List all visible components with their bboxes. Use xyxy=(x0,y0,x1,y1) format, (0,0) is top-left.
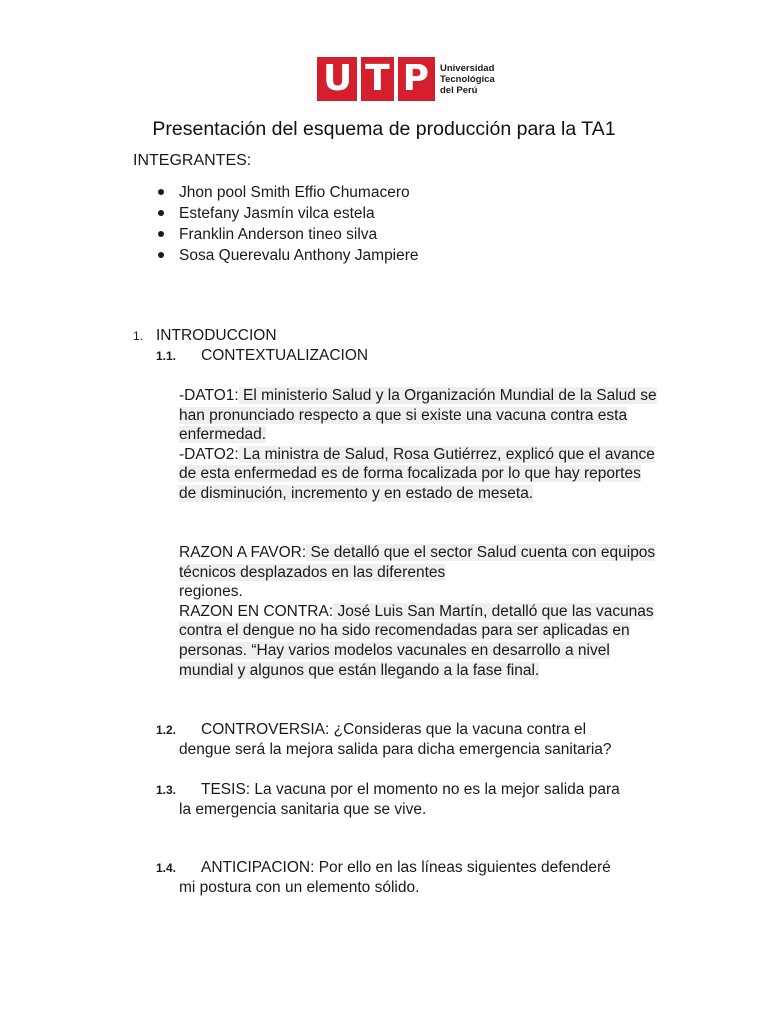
section-heading-introduccion xyxy=(133,326,277,346)
subsection-controversia xyxy=(156,720,656,740)
subsection-heading-contextualizacion xyxy=(156,346,656,366)
controversia-first-line: CONTROVERSIA: ¿Consideras que la vacuna contra el xyxy=(201,721,587,738)
logo-letter-u: U xyxy=(323,58,353,99)
member-item: Sosa Querevalu Anthony Jampiere xyxy=(158,245,419,266)
utp-logo xyxy=(317,57,502,101)
logo-text-line: del Perú xyxy=(440,84,478,96)
logo-divider xyxy=(394,57,398,101)
section-title: INTRODUCCION xyxy=(156,327,277,344)
razon-contra-label: RAZON EN CONTRA: xyxy=(179,602,334,620)
member-item: Estefany Jasmín vilca estela xyxy=(158,203,419,224)
utp-logo-mark xyxy=(317,57,435,101)
document-title: Presentación del esquema de producción para la TA1 xyxy=(152,118,616,140)
section-number: 1. xyxy=(133,329,144,343)
subsection-number: 1.3. xyxy=(156,783,177,797)
dato1-label: -DATO1: xyxy=(179,387,239,404)
logo-text xyxy=(440,63,495,96)
dato1-text: El ministerio Salud y la Organización Mundial de la Salud se han pronunciado respecto a que si existe una vacuna contra esta enfermedad. xyxy=(179,387,657,444)
razon-favor-paragraph xyxy=(179,543,659,602)
razon-contra-paragraph xyxy=(179,602,659,680)
member-item: Franklin Anderson tineo silva xyxy=(158,224,419,245)
razones-block xyxy=(179,543,659,680)
logo-letter-p: P xyxy=(402,58,429,99)
logo-text-line: Universidad xyxy=(440,62,495,74)
razon-favor-label: RAZON A FAVOR: xyxy=(179,544,307,561)
tesis-first-line: TESIS: La vacuna por el momento no es la mejor salida para xyxy=(201,781,620,798)
dato2-text: La ministra de Salud, Rosa Gutiérrez, explicó que el avance de esta enfermedad es de forma focalizada por lo que hay reportes de disminución, incremento y en estado de meseta. xyxy=(179,445,655,502)
razon-favor-tail: regiones. xyxy=(179,583,243,601)
subsection-title: CONTEXTUALIZACION xyxy=(201,347,369,364)
razon-contra-text: José Luis San Martín, detalló que las vacunas contra el dengue no ha sido recomendadas para ser aplicadas en personas. “Hay varios modelos vacunales en desarrollo a nivel mundial y algunos que están llegando a la fase final. xyxy=(179,602,654,679)
tesis-rest: la emergencia sanitaria que se vive. xyxy=(179,801,427,818)
members-list xyxy=(158,182,419,266)
controversia-rest: dengue será la mejora salida para dicha emergencia sanitaria? xyxy=(179,741,612,758)
dato2-paragraph xyxy=(179,445,659,504)
razon-favor-text: Se detalló que el sector Salud cuenta con equipos técnicos desplazados en las diferentes xyxy=(179,544,656,581)
subsection-number: 1.2. xyxy=(156,723,177,737)
integrantes-label: INTEGRANTES: xyxy=(133,152,252,169)
datos-block xyxy=(179,386,659,504)
subsection-anticipacion xyxy=(156,858,656,878)
logo-text-line: Tecnológica xyxy=(440,73,495,85)
dato1-paragraph xyxy=(179,386,659,445)
subsection-number: 1.1. xyxy=(156,349,177,363)
subsection-tesis xyxy=(156,780,656,800)
anticipacion-rest: mi postura con un elemento sólido. xyxy=(179,879,420,896)
logo-letter-t: T xyxy=(365,58,390,99)
subsection-number: 1.4. xyxy=(156,861,177,875)
logo-divider xyxy=(357,57,361,101)
dato2-label: -DATO2: xyxy=(179,445,239,463)
member-item: Jhon pool Smith Effio Chumacero xyxy=(158,182,419,203)
anticipacion-first-line: ANTICIPACION: Por ello en las líneas siguientes defenderé xyxy=(201,859,611,876)
